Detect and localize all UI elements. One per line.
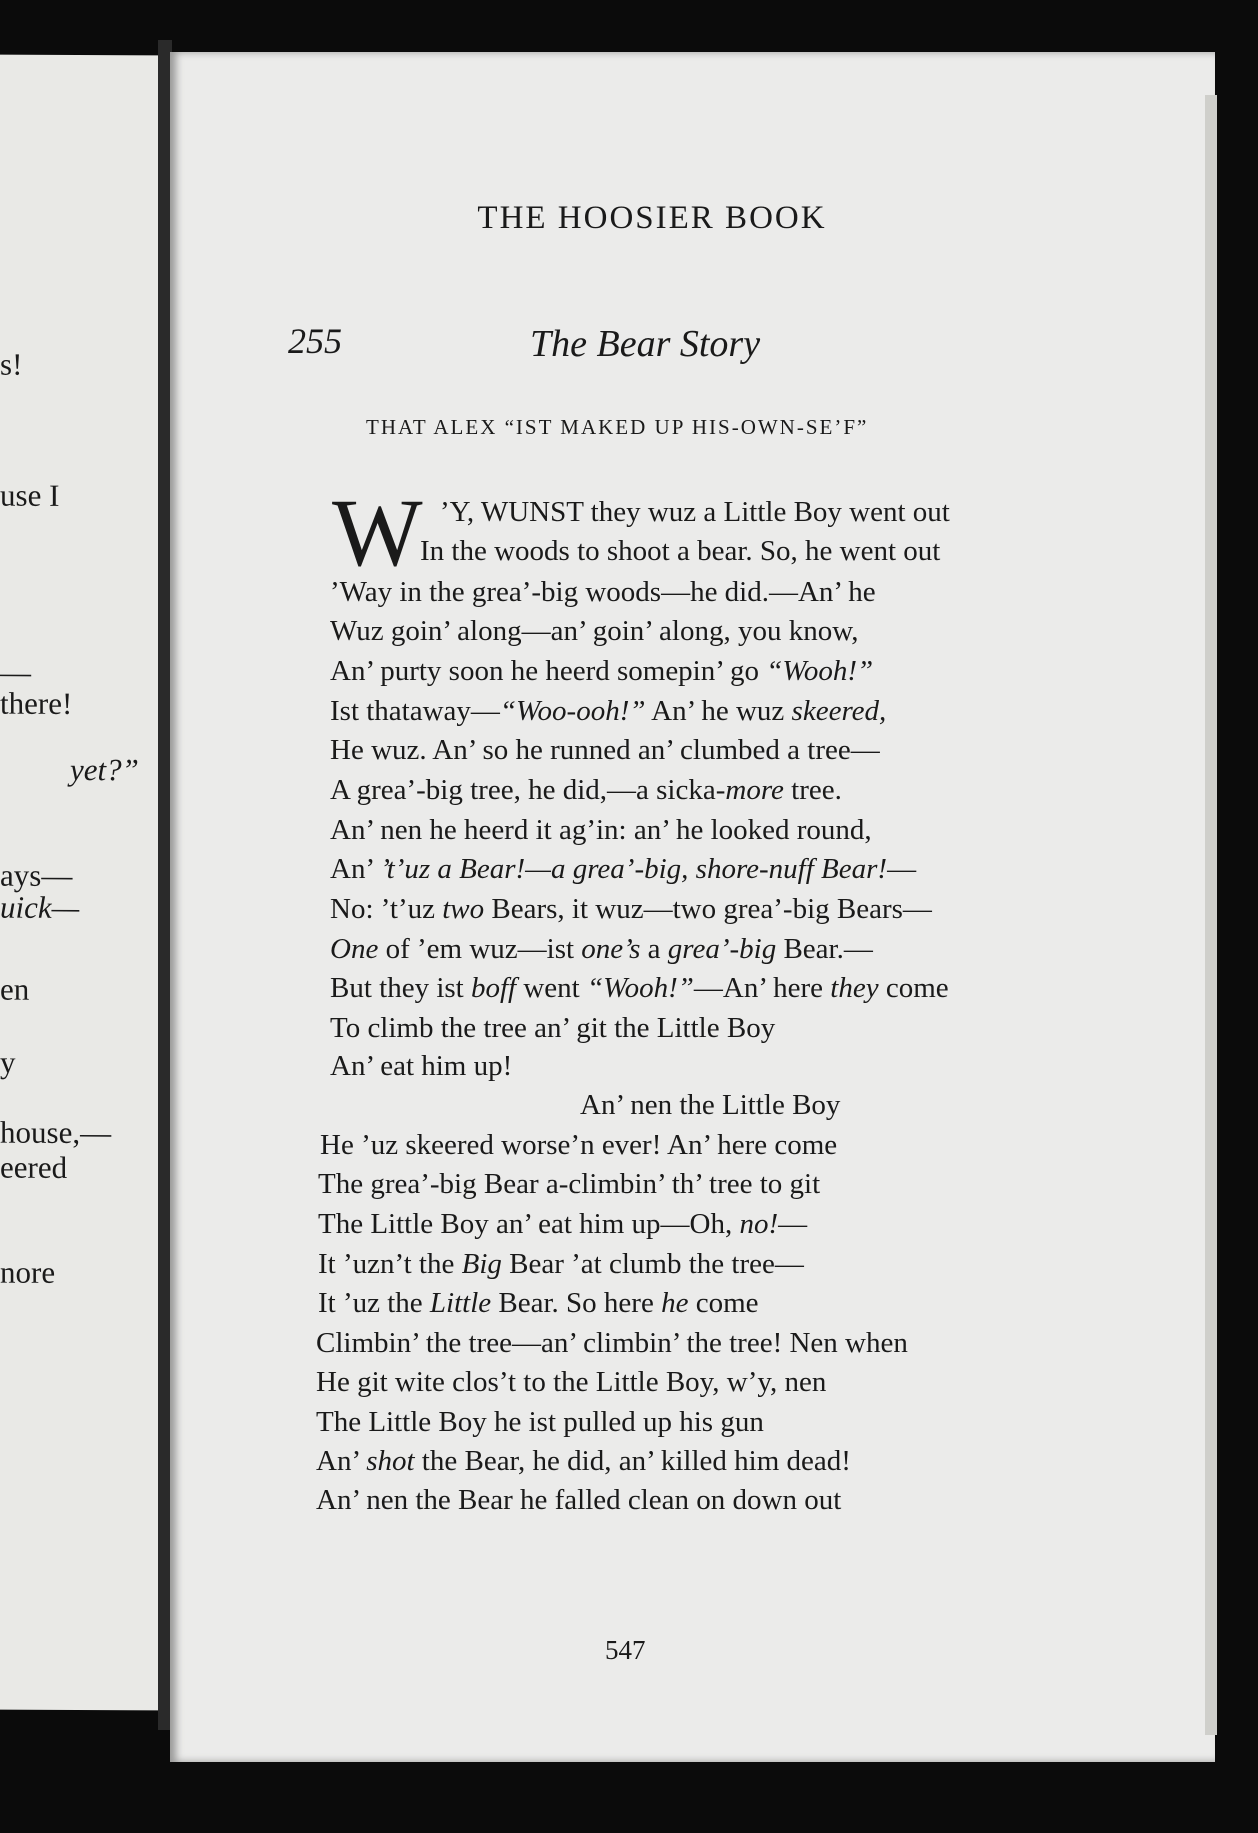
poem-line: He ’uz skeered worse’n ever! An’ here come (320, 1129, 838, 1161)
poem-line: An’ nen he heerd it ag’in: an’ he looked round, (330, 814, 872, 846)
poem-line: An’ nen the Bear he falled clean on down out (316, 1484, 842, 1516)
poem-line: An’ eat him up! (330, 1050, 513, 1082)
left-page-fragment: en (0, 971, 30, 1007)
left-page-fragment: s! (0, 346, 23, 382)
poem-line: An’ nen the Little Boy (580, 1089, 841, 1121)
page-edge (1205, 95, 1217, 1735)
poem-line: He wuz. An’ so he runned an’ clumbed a tree— (330, 734, 880, 766)
poem-line: ’Y, WUNST they wuz a Little Boy went out (440, 496, 950, 528)
left-page-fragment: there! (0, 685, 73, 721)
left-page (0, 55, 158, 1711)
poem-line: Wuz goin’ along—an’ goin’ along, you know, (330, 615, 859, 647)
left-page-fragment: nore (0, 1254, 56, 1290)
poem-line: An’ purty soon he heerd somepin’ go “Wooh!” (330, 655, 874, 687)
poem-line: ’Way in the grea’-big woods—he did.—An’ he (330, 576, 876, 608)
poem-number: 255 (288, 321, 342, 361)
poem-line: In the woods to shoot a bear. So, he went out (420, 535, 941, 567)
poem-line: An’ shot the Bear, he did, an’ killed him dead! (316, 1445, 851, 1477)
poem-line: Ist thataway—“Woo-ooh!” An’ he wuz skeered, (330, 695, 887, 727)
left-page-fragment: uick— (0, 889, 80, 926)
page-number: 547 (605, 1635, 646, 1665)
poem-subtitle: THAT ALEX “IST MAKED UP HIS-OWN-SE’F” (366, 415, 869, 439)
poem-title: The Bear Story (530, 323, 761, 365)
poem-line: He git wite clos’t to the Little Boy, w’y, nen (316, 1366, 827, 1398)
poem-line: To climb the tree an’ git the Little Boy (330, 1012, 776, 1044)
poem-line: It ’uz the Little Bear. So here he come (318, 1287, 759, 1319)
poem-line: A grea’-big tree, he did,—a sicka-more tree. (330, 774, 842, 806)
poem-line: It ’uzn’t the Big Bear ’at clumb the tree— (318, 1248, 804, 1280)
left-page-fragment: use I (0, 477, 60, 513)
poem-line: But they ist boff went “Wooh!”—An’ here they come (330, 972, 949, 1004)
left-page-fragment: y (0, 1044, 16, 1080)
poem-line: An’ ’t’uz a Bear!—a grea’-big, shore-nuff Bear!— (330, 853, 917, 885)
drop-cap: W (332, 479, 423, 586)
left-page-fragment: — (0, 654, 31, 690)
poem-line: One of ’em wuz—ist one’s a grea’-big Bear.— (330, 933, 873, 965)
running-head: THE HOOSIER BOOK (477, 200, 827, 236)
left-page-fragment: house,— (0, 1114, 112, 1151)
left-page-fragment: yet?” (70, 751, 139, 788)
left-page-fragment: ays— (0, 857, 73, 893)
poem-line: The grea’-big Bear a-climbin’ th’ tree to git (318, 1168, 821, 1200)
poem-line: Climbin’ the tree—an’ climbin’ the tree! Nen when (316, 1327, 908, 1359)
poem-line: The Little Boy an’ eat him up—Oh, no!— (318, 1208, 808, 1240)
poem-line: The Little Boy he ist pulled up his gun (316, 1406, 764, 1438)
poem-line: No: ’t’uz two Bears, it wuz—two grea’-big Bears— (330, 893, 932, 925)
left-page-fragment: eered (0, 1149, 68, 1185)
